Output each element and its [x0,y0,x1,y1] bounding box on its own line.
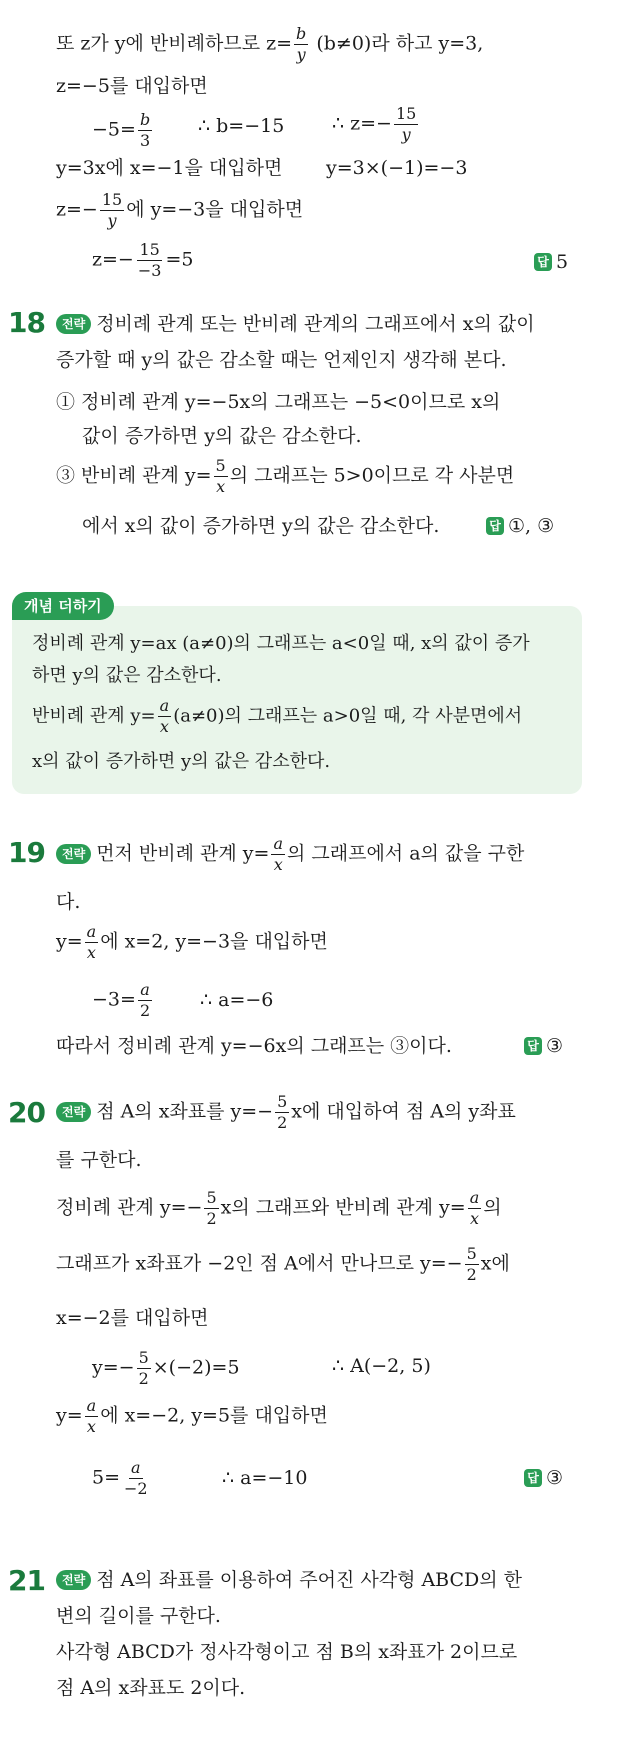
q18-answer: 답 ①, ③ [486,514,554,538]
q20-strategy-1: 전략 점 A의 x좌표를 y=− $\frac{5}{2}$ x에 대입하여 점 A의 y좌표 [56,1094,516,1131]
q21-line-1: 사각형 ABCD가 정사각형이고 점 B의 x좌표가 2이므로 [56,1641,518,1663]
answer-icon: 답 [486,517,504,535]
concept-line-2: 하면 y의 값은 감소한다. [32,665,222,686]
q17-line-1: 또 z가 y에 반비례하므로 z= $\frac{b}{y}$ (b≠0)라 하고 y=3, [56,24,484,64]
concept-line-3: 반비례 관계 y= $\frac{a}{x}$ (a≠0)의 그래프는 a>0일 때, 각 사분면에서 [32,696,523,736]
q21-line-2: 점 A의 x좌표도 2이다. [56,1677,246,1699]
fraction: $\frac{a}{x}$ [86,922,97,962]
concept-tag: 개념 더하기 [12,592,114,620]
fraction: $\frac{5}{2}$ [206,1188,217,1228]
q17-line-3-b: ∴ b=−15 [198,115,285,137]
fraction: $\frac{a}{x}$ [86,1396,97,1436]
q18-item-3-a: ③ 반비례 관계 y= $\frac{5}{x}$ 의 그래프는 5>0이므로 각 사분면 [56,456,515,496]
fraction: $\frac{a}{x}$ [273,834,283,874]
q18-strategy-1: 전략 정비례 관계 또는 반비례 관계의 그래프에서 x의 값이 [56,312,535,336]
q19-line-3: 따라서 정비례 관계 y=−6x의 그래프는 ③이다. [56,1035,452,1057]
fraction: $\frac{5}{2}$ [138,1348,149,1388]
strategy-badge: 전략 [56,844,91,864]
question-number: 19 [8,836,45,869]
q21-strategy-2: 변의 길이를 구한다. [56,1605,221,1627]
q19-line-2-b: ∴ a=−6 [200,989,274,1011]
question-number: 21 [8,1564,45,1597]
q19-answer: 답 ③ [524,1034,563,1058]
concept-line-4: x의 값이 증가하면 y의 값은 감소한다. [32,751,331,772]
q17-line-5: z=− $\frac{15}{y}$ 에 y=−3을 대입하면 [56,190,304,230]
q17-line-4-b: y=3×(−1)=−3 [326,157,468,179]
question-number: 20 [8,1096,45,1129]
answer-icon: 답 [524,1037,542,1055]
concept-line-1: 정비례 관계 y=ax (a≠0)의 그래프는 a<0일 때, x의 값이 증가 [32,633,530,654]
answer-icon: 답 [534,253,552,271]
q20-line-6-b: ∴ a=−10 [222,1467,308,1489]
q17-line-6: z=− $\frac{15}{-3}$ =5 [92,240,194,280]
fraction: $\frac{a}{-2}$ [124,1458,148,1498]
q18-item-1-a: ① 정비례 관계 y=−5x의 그래프는 −5<0이므로 x의 [56,391,501,413]
strategy-badge: 전략 [56,314,91,334]
q18-item-1-b: 값이 증가하면 y의 값은 감소한다. [82,425,362,447]
q20-line-4-a: y=− $\frac{5}{2}$ ×(−2)=5 [92,1348,240,1388]
q19-line-2-a: −3= $\frac{a}{2}$ [92,980,151,1020]
q20-line-4-c: ∴ A(−2, 5) [332,1355,431,1377]
strategy-badge: 전략 [56,1102,91,1122]
q17-line-2: z=−5를 대입하면 [56,75,208,97]
fraction: $\frac{b}{y}$ [296,24,307,64]
fraction: $\frac{15}{y}$ [395,104,417,144]
q21-strategy-1: 전략 점 A의 좌표를 이용하여 주어진 사각형 ABCD의 한 [56,1568,522,1592]
fraction: $\frac{15}{y}$ [101,190,123,230]
fraction: $\frac{b}{3}$ [139,110,151,150]
q19-line-1: y= $\frac{a}{x}$ 에 x=2, y=−3을 대입하면 [56,922,328,962]
q17-line-3: −5= $\frac{b}{3}$ [92,110,151,150]
question-number: 18 [8,306,45,339]
q17-line-4-a: y=3x에 x=−1을 대입하면 [56,157,283,179]
q20-line-2: 그래프가 x좌표가 −2인 점 A에서 만나므로 y=− $\frac{5}{2}$ x에 [56,1244,510,1284]
q20-line-1: 정비례 관계 y=− $\frac{5}{2}$ x의 그래프와 반비례 관계 y= $\frac{a}{x}$ 의 [56,1188,502,1228]
fraction: $\frac{a}{2}$ [139,980,151,1020]
q17-answer: 답 5 [534,250,568,274]
q19-strategy-1: 전략 먼저 반비례 관계 y= $\frac{a}{x}$ 의 그래프에서 a의 값을 구한 [56,836,524,873]
q20-line-3: x=−2를 대입하면 [56,1307,209,1329]
fraction: $\frac{15}{-3}$ [137,240,162,280]
fraction: $\frac{a}{x}$ [469,1188,480,1228]
q20-line-6-a: 5= $\frac{a}{-2}$ [92,1458,148,1498]
fraction: $\frac{a}{x}$ [159,696,170,736]
q20-line-5: y= $\frac{a}{x}$ 에 x=−2, y=5를 대입하면 [56,1396,328,1436]
q19-strategy-2: 다. [56,891,81,913]
strategy-badge: 전략 [56,1570,91,1590]
answer-icon: 답 [524,1469,542,1487]
q17-line-3-c: ∴ z=− $\frac{15}{y}$ [332,104,417,144]
fraction: $\frac{5}{2}$ [277,1092,288,1132]
q18-item-3-c: 에서 x의 값이 증가하면 y의 값은 감소한다. [82,515,440,537]
fraction: $\frac{5}{x}$ [215,456,226,496]
q18-strategy-2: 증가할 때 y의 값은 감소할 때는 언제인지 생각해 본다. [56,349,507,371]
q20-answer: 답 ③ [524,1466,563,1490]
fraction: $\frac{5}{2}$ [466,1244,477,1284]
q20-strategy-2: 를 구한다. [56,1149,142,1171]
